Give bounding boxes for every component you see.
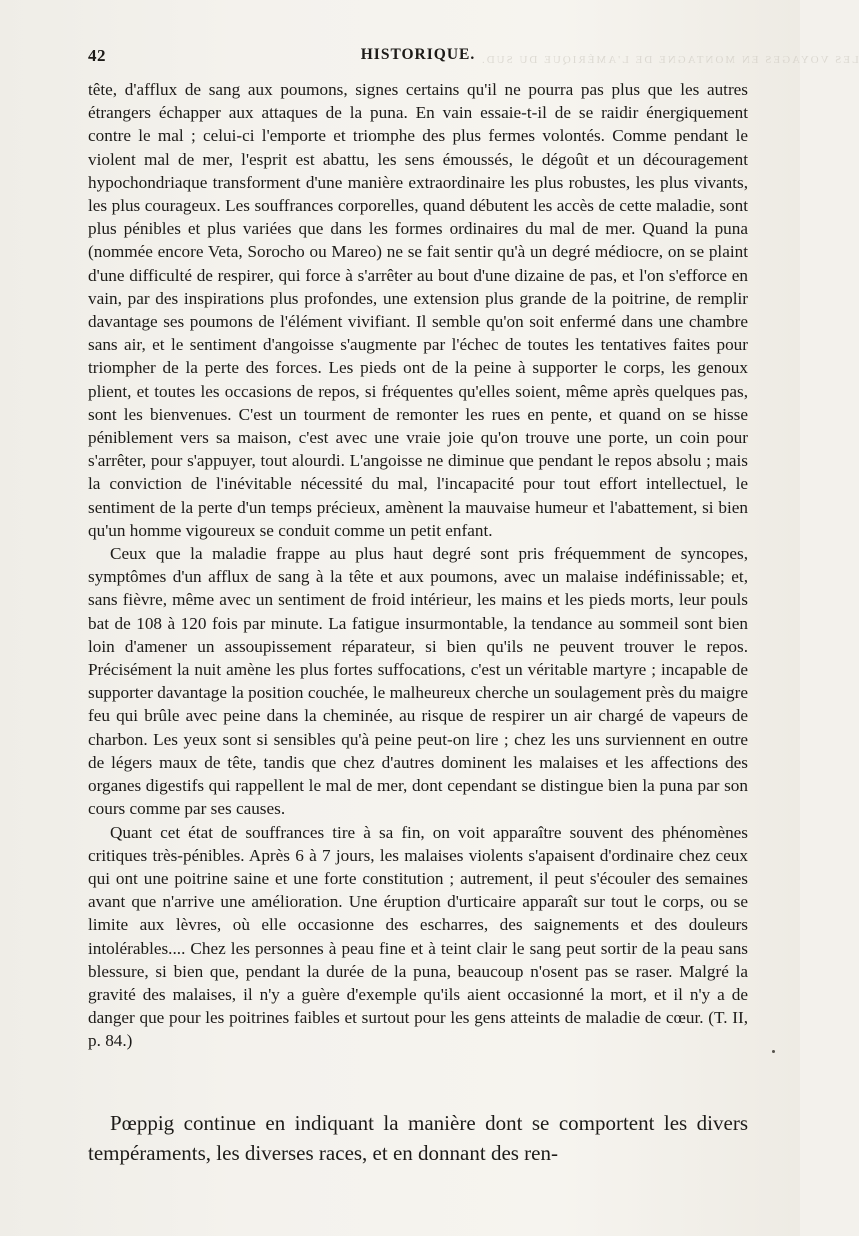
paragraph-2: Ceux que la maladie frappe au plus haut degré sont pris fréquemment de syncopes, symptômes d'un afflux de sang à la tête et aux poumons, avec un malaise indéfinissable; et, sans fièvre, même avec un sentiment de froid intérieur, les mains et les pieds morts, leur pouls bat de 108 à 120 fois par minute. La fatigue insurmontable, la tendance au sommeil sont bien loin d'amener un assoupissement réparateur, si bien qu'ils ne peuvent trouver le repos. Précisément la nuit amène les plus fortes suffocations, c'est un véritable martyre ; incapable de supporter davantage la position couchée, le malheureux cherche un soulagement près du maigre feu qui brûle avec peine dans la cheminée, au risque de respirer un air chargé de vapeurs de charbon. Les yeux sont si sensibles qu'à peine peut-on lire ; chez les uns surviennent en outre de légers maux de tête, tandis que chez d'autres dominent les malaises et les affections des organes digestifs qui rappellent le mal de mer, dont cependant se distingue bien la puna par son cours comme par ses causes. xyxy=(88,544,748,819)
bleed-through-text: LES VOYAGES EN MONTAGNE DE L'AMÉRIQUE DU SUD. xyxy=(480,54,859,66)
paper-speck xyxy=(772,1050,775,1053)
running-head: HISTORIQUE. xyxy=(360,46,476,63)
page-header xyxy=(88,46,748,70)
closing-paragraph: Pœppig continue en indiquant la manière dont se comportent les divers tempéraments, les diverses races, et en donnant des ren- xyxy=(88,1111,748,1165)
body-text xyxy=(88,78,748,1053)
page-number: 42 xyxy=(88,46,106,65)
paragraph-3: Quant cet état de souffrances tire à sa fin, on voit apparaître souvent des phénomènes critiques très-pénibles. Après 6 à 7 jours, les malaises violents s'apaisent d'ordinaire chez ceux qui ont une poitrine saine et une forte constitution ; autrement, il peut s'écouler des semaines avant que n'arrive une amélioration. Une éruption d'urticaire apparaît sur tout le corps, ou se limite aux lèvres, où elle occasionne des escharres, des saignements et des douleurs intolérables.... Chez les personnes à peau fine et à teint clair le sang peut sortir de la peau sans blessure, si bien que, pendant la durée de la puna, beaucoup n'osent pas se raser. Malgré la gravité des malaises, il n'y a guère d'exemple qu'ils aient occasionné la mort, et il n'y a de danger que pour les poitrines faibles et surtout pour les gens atteints de maladie de cœur. (T. II, p. 84.) xyxy=(88,822,748,1051)
paragraph-1: tête, d'afflux de sang aux poumons, signes certains qu'il ne pourra pas plus que les autres étrangers échapper aux attaques de la puna. En vain essaie-t-il de se raidir énergiquement contre le mal ; celui-ci l'emporte et triomphe des plus fermes volontés. Comme pendant le violent mal de mer, l'esprit est abattu, les sens émoussés, le dégoût et un découragement hypochondriaque transforment d'une manière extraordinaire les plus robustes, les plus vivants, les plus courageux. Les souffrances corporelles, quand débutent les accès de cette maladie, sont plus pénibles et plus variées que dans les formes ordinaires du mal de mer. Quand la puna (nommée encore Veta, Sorocho ou Mareo) ne se fait sentir qu'à un degré médiocre, on se plaint d'une difficulté de respirer, qui force à s'arrêter au bout d'une dizaine de pas, et l'on s'efforce en vain, par des inspirations plus profondes, une extension plus grande de la poitrine, de remplir davantage ses poumons de l'élément vivifiant. Il semble qu'on soit enfermé dans une chambre sans air, et le sentiment d'angoisse s'augmente par l'échec de toutes les tentatives faites pour triompher de la perte des forces. Les pieds ont de la peine à supporter le corps, les genoux plient, et toutes les occasions de repos, si fréquentes qu'elles soient, même après quelques pas, sont les bienvenues. C'est un tourment de remonter les rues en pente, et quand on se hisse péniblement vers sa maison, c'est avec une vraie joie qu'on trouve une porte, un coin pour s'arrêter, pour s'appuyer, tout alourdi. L'angoisse ne diminue que pendant le repos absolu ; mais la conviction de l'inévitable nécessité du mal, l'incapacité pour tout effort intellectuel, le sentiment de la perte d'un temps précieux, amènent la mauvaise humeur et l'abattement, si bien qu'un homme vigoureux se conduit comme un petit enfant. xyxy=(88,80,748,540)
